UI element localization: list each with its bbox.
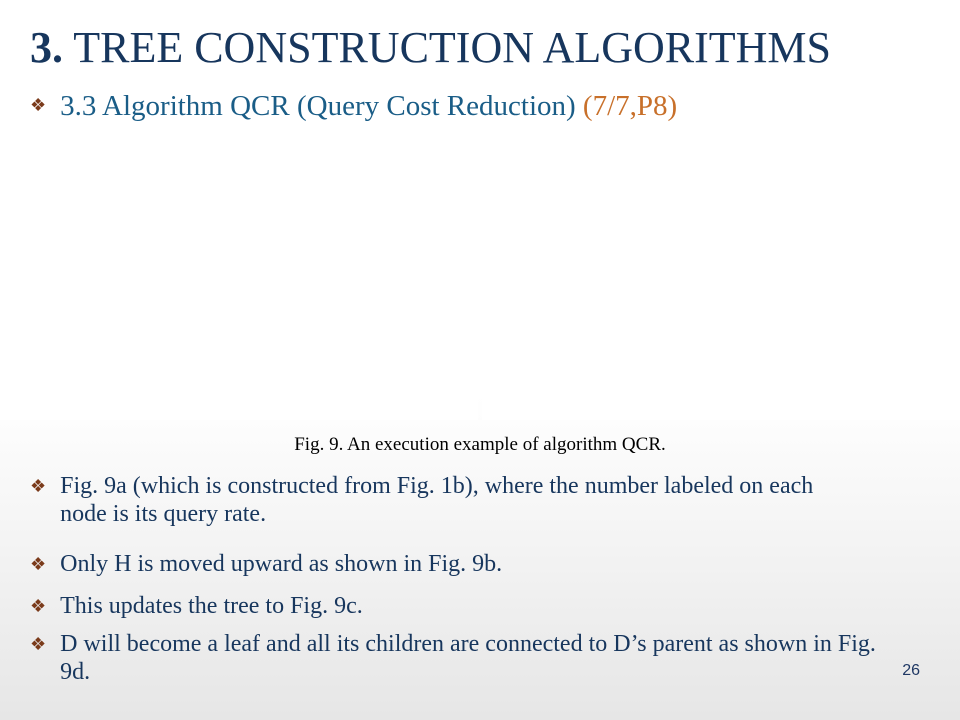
bullet-item-3 (30, 592, 880, 623)
title-text: TREE CONSTRUCTION ALGORITHMS (73, 23, 832, 72)
figure-area (0, 130, 960, 420)
diamond-bullet-icon: ❖ (30, 596, 47, 616)
diamond-bullet-icon: ❖ (30, 554, 47, 574)
figure-caption: Fig. 9. An execution example of algorithm QCR. (294, 434, 666, 455)
bullet-item-2 (30, 550, 880, 581)
title-number: 3. (30, 23, 63, 72)
bullet-item-1 (30, 472, 880, 528)
diamond-bullet-icon: ❖ (30, 634, 47, 654)
bullet-text: Fig. 9a (which is constructed from Fig. 1b), where the number labeled on each node is its query rate. (60, 473, 814, 527)
bullet-text: This updates the tree to Fig. 9c. (60, 593, 363, 619)
page-number: 26 (902, 662, 920, 679)
subtitle-tag: (7/7,P8) (582, 90, 678, 122)
diamond-bullet-icon: ❖ (30, 95, 47, 115)
figure-right-panel (482, 130, 960, 420)
figure-left-panel (0, 130, 478, 420)
subtitle-text: 3.3 Algorithm QCR (Query Cost Reduction) (60, 90, 576, 122)
bullet-text: Only H is moved upward as shown in Fig. 9b. (60, 551, 503, 577)
slide-subtitle (30, 92, 677, 121)
slide-title (30, 23, 832, 72)
bullet-text: D will become a leaf and all its children are connected to D’s parent as shown in Fig. 9d. (60, 631, 876, 685)
diamond-bullet-icon: ❖ (30, 476, 47, 496)
bullet-item-4 (30, 630, 930, 686)
